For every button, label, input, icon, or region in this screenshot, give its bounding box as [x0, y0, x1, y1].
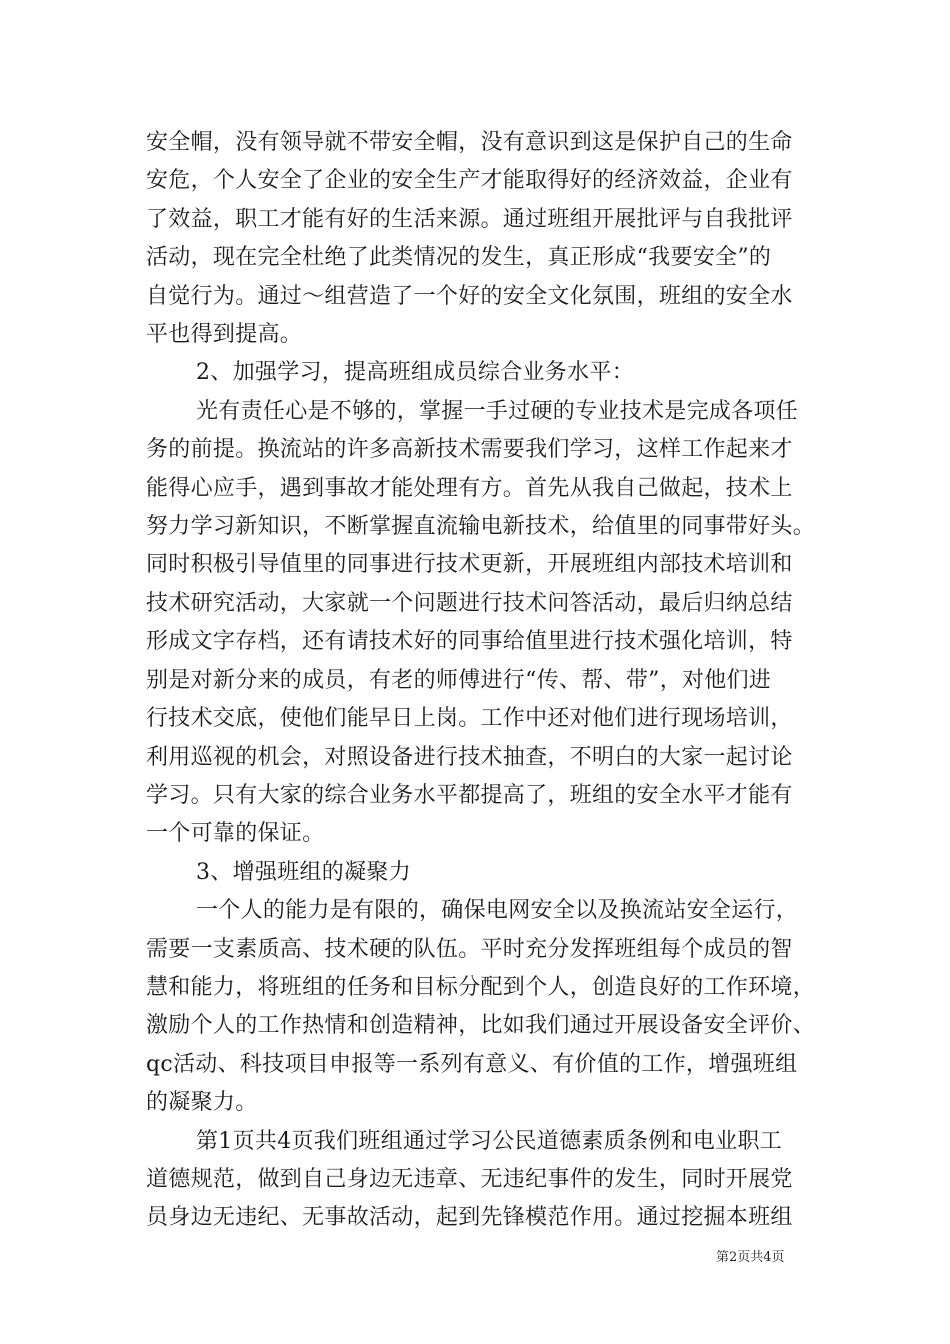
text-line: 同时积极引导值里的同事进行技术更新，开展班组内部技术培训和 — [146, 552, 793, 578]
text-line: qc活动、科技项目申报等一系列有意义、有价值的工作，增强班组 — [146, 1051, 798, 1077]
text-line: 了效益，职工才能有好的生活来源。通过班组开展批评与自我批评 — [146, 206, 793, 232]
text-line: 3、增强班组的凝聚力 — [196, 859, 411, 885]
section-heading — [146, 854, 846, 892]
text-line: 努力学习新知识，不断掌握直流输电新技术，给值里的同事带好头。 — [146, 514, 816, 540]
text-line: 需要一支素质高、技术硬的队伍。平时充分发挥班组每个成员的智 — [146, 936, 793, 962]
text-line: 形成文字存档，还有请技术好的同事给值里进行技术强化培训，特 — [146, 629, 793, 655]
page-number-footer: 第2页共4页 — [716, 1250, 785, 1265]
text-line: 一个可靠的保证。 — [146, 821, 325, 847]
text-line: 道德规范，做到自己身边无违章、无违纪事件的发生，同时开展党 — [146, 1166, 793, 1192]
text-line: 别是对新分来的成员，有老的师傅进行“传、帮、带”，对他们进 — [146, 667, 772, 693]
text-line: 自觉行为。通过～组营造了一个好的安全文化氛围，班组的安全水 — [146, 283, 793, 309]
paragraph — [146, 892, 846, 1122]
text-line: 2、加强学习，提高班组成员综合业务水平： — [196, 360, 634, 386]
text-line: 行技术交底，使他们能早日上岗。工作中还对他们进行现场培训， — [146, 706, 793, 732]
paragraph — [146, 393, 846, 854]
text-line: 安危，个人安全了企业的安全生产才能取得好的经济效益，企业有 — [146, 168, 793, 194]
text-line: 一个人的能力是有限的，确保电网安全以及换流站安全运行， — [196, 898, 799, 924]
text-line: 平也得到提高。 — [146, 322, 303, 348]
text-line: 员身边无违纪、无事故活动，起到先锋模范作用。通过挖掘本班组 — [146, 1205, 793, 1231]
paragraph — [146, 1123, 846, 1238]
text-line: 激励个人的工作热情和创造精神，比如我们通过开展设备安全评价、 — [146, 1013, 816, 1039]
text-line: 光有责任心是不够的，掌握一手过硬的专业技术是完成各项任 — [196, 398, 799, 424]
text-line: 务的前提。换流站的许多高新技术需要我们学习，这样工作起来才 — [146, 437, 793, 463]
document-body — [146, 124, 846, 1238]
text-line: 学习。只有大家的综合业务水平都提高了，班组的安全水平才能有 — [146, 782, 793, 808]
text-line: 能得心应手，遇到事故才能处理有方。首先从我自己做起，技术上 — [146, 475, 793, 501]
text-line: 安全帽，没有领导就不带安全帽，没有意识到这是保护自己的生命 — [146, 130, 793, 155]
text-line: 第1页共4页我们班组通过学习公民道德素质条例和电业职工 — [196, 1128, 783, 1154]
text-line: 的凝聚力。 — [146, 1090, 258, 1116]
text-line: 利用巡视的机会，对照设备进行技术抽查，不明白的大家一起讨论 — [146, 744, 793, 770]
paragraph — [146, 124, 846, 354]
section-heading — [146, 354, 846, 392]
text-line: 技术研究活动，大家就一个问题进行技术问答活动，最后归纳总结 — [146, 590, 793, 616]
text-line: 活动，现在完全杜绝了此类情况的发生，真正形成“我要安全”的 — [146, 245, 772, 271]
text-line: 慧和能力，将班组的任务和目标分配到个人，创造良好的工作环境， — [146, 974, 816, 1000]
